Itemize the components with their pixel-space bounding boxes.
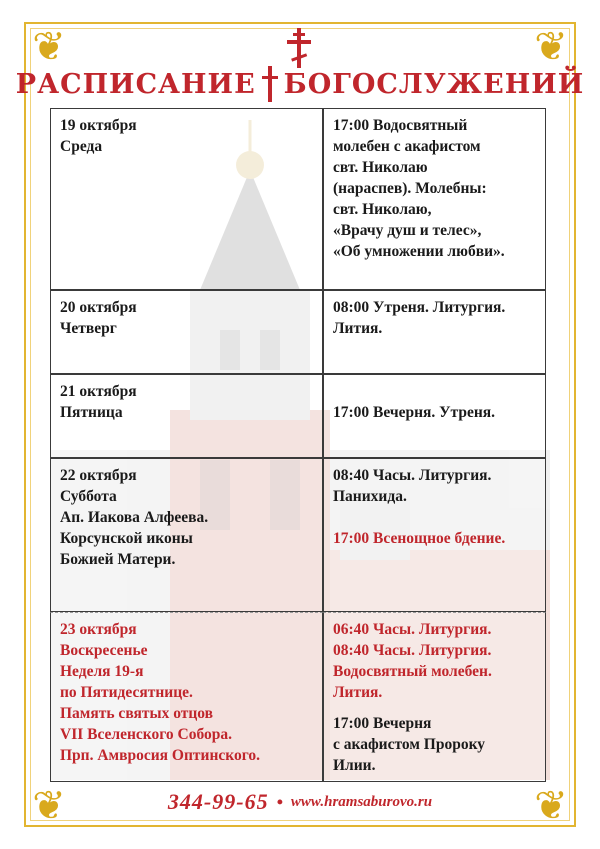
date: 21 октября — [60, 383, 137, 400]
service-line: молебен с акафистом — [333, 138, 481, 155]
weekday: Среда — [60, 138, 103, 155]
service-line-red: 17:00 Всенощное бдение. — [333, 530, 506, 547]
feast-line: Ап. Иакова Алфеева. — [60, 509, 209, 526]
service-line-red: Лития. — [333, 684, 383, 701]
day-cell — [50, 108, 323, 290]
feast-line: Неделя 19-я — [60, 663, 144, 680]
service-line: 08:00 Утреня. Литургия. — [333, 299, 506, 316]
separator: • — [276, 791, 283, 812]
feast-line: VII Вселенского Собора. — [60, 726, 233, 743]
corner-ornament-icon: ❦ — [534, 24, 568, 69]
day-cell — [50, 290, 323, 374]
weekday: Воскресенье — [60, 642, 148, 659]
corner-ornament-icon: ❦ — [32, 24, 66, 69]
schedule-table — [50, 108, 546, 782]
service-line: «Об умножении любви». — [333, 243, 505, 260]
day-cell — [50, 612, 323, 782]
feast-line: Корсунской иконы — [60, 530, 193, 547]
title-right: БОГОСЛУЖЕНИЙ — [283, 68, 585, 100]
service-line: свт. Николаю — [333, 159, 428, 176]
date: 19 октября — [60, 117, 137, 134]
title-left: РАСПИСАНИЕ — [15, 68, 256, 100]
phone-number: 344-99-65 — [167, 789, 269, 814]
date: 23 октября — [60, 621, 137, 638]
feast-line: Прп. Амвросия Оптинского. — [60, 747, 261, 764]
service-line: 17:00 Вечерня — [333, 715, 432, 732]
weekday: Пятница — [60, 404, 123, 421]
weekday: Суббота — [60, 488, 117, 505]
services-cell — [323, 374, 546, 458]
service-line: Панихида. — [333, 488, 407, 505]
title-cross-icon — [262, 66, 278, 102]
service-line-red: Водосвятный молебен. — [333, 663, 492, 680]
feast-line: Божией Матери. — [60, 551, 176, 568]
service-line: 17:00 Водосвятный — [333, 117, 468, 134]
day-cell — [50, 458, 323, 612]
service-line-red: 08:40 Часы. Литургия. — [333, 642, 492, 659]
service-line: Илии. — [333, 757, 376, 774]
service-line: 17:00 Вечерня. Утреня. — [333, 404, 496, 421]
services-cell — [323, 458, 546, 612]
day-cell — [50, 374, 323, 458]
corner-ornament-icon: ❦ — [32, 783, 66, 828]
service-line-red: 06:40 Часы. Литургия. — [333, 621, 492, 638]
services-cell — [323, 612, 546, 782]
services-cell — [323, 108, 546, 290]
corner-ornament-icon: ❦ — [534, 783, 568, 828]
service-line: «Врачу душ и телес», — [333, 222, 482, 239]
services-cell — [323, 290, 546, 374]
service-line: свт. Николаю, — [333, 201, 432, 218]
service-line: (нараспев). Молебны: — [333, 180, 487, 197]
feast-line: по Пятидесятнице. — [60, 684, 193, 701]
weekday: Четверг — [60, 320, 117, 337]
service-line: с акафистом Пророку — [333, 736, 486, 753]
feast-line: Память святых отцов — [60, 705, 214, 722]
service-line: Лития. — [333, 320, 383, 337]
page-title — [15, 62, 585, 106]
website-link[interactable]: www.hramsaburovo.ru — [290, 793, 433, 810]
date: 22 октября — [60, 467, 137, 484]
footer — [0, 786, 600, 818]
date: 20 октября — [60, 299, 137, 316]
service-line: 08:40 Часы. Литургия. — [333, 467, 492, 484]
